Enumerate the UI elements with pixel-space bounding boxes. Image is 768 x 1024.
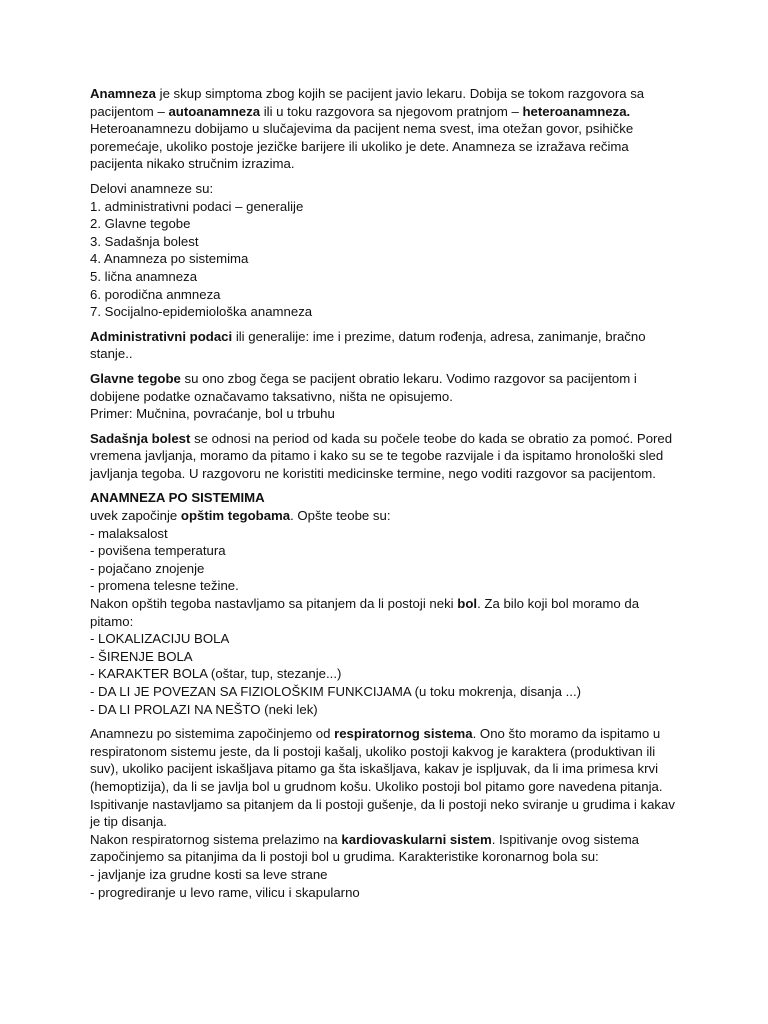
text-span: je skup simptoma zbog kojih se pacijent javio lekaru. Dobija se tokom razgovora sa [155, 86, 645, 101]
text-line: suv), ukoliko pacijent iskašljava pitamo ga šta iskašljava, kakav je ispljuvak, da li ima primesa krvi [90, 761, 659, 777]
term-kardiovaskularni-sistem: kardiovaskularni sistem [341, 831, 492, 847]
text-line: Heteroanamnezu dobijamo u slučajevima da pacijent nema svest, ima otežan govor, psihičke [90, 121, 634, 137]
list-item: - LOKALIZACIJU BOLA [90, 631, 230, 647]
document-page [90, 85, 690, 908]
text-line: Primer: Mučnina, povraćanje, bol u trbuhu [90, 406, 335, 422]
text-span: uvek započinje [90, 508, 181, 524]
list-item: - ŠIRENJE BOLA [90, 648, 193, 664]
paragraph-anamneza [90, 85, 690, 173]
text-line: (hemoptizija), da li se javlja bol u grudnom košu. Ukoliko postoji bol pitamo gore navedena pitanja. [90, 778, 663, 794]
text-line [90, 430, 690, 448]
list-item: - promena telesne težine. [90, 578, 239, 594]
text-line: je tip disanja. [90, 814, 167, 830]
term-opstim-tegobama: opštim tegobama [180, 508, 291, 524]
text-span: . Za bilo koji bol moramo da [477, 596, 640, 612]
text-line [90, 507, 690, 525]
list-item [90, 683, 690, 701]
text-line: respiratonom sistemu jeste, da li postoji kašalj, ukoliko postoji kakvog je karaktera (produktivan ili [90, 743, 656, 759]
list-item: 5. lična anamneza [90, 268, 198, 284]
text-span: (neki lek) [260, 701, 318, 717]
text-line: vremena javljanja, moramo da pitamo i kako su se te tegobe razvijale i da ispitamo hronološki sled [90, 448, 664, 464]
text-span: ili u toku razgovora sa njegovom pratnjom – [260, 103, 523, 119]
paragraph-delovi-anamneze [90, 180, 690, 321]
text-span: Nakon opštih tegoba nastavljamo sa pitanjem da li postoji neki [90, 596, 458, 612]
paragraph-administrativni-podaci [90, 328, 690, 363]
list-item: - KARAKTER BOLA (oštar, tup, stezanje...) [90, 666, 342, 682]
text-line: dobijene podatke označavamo taksativno, ništa ne opisujemo. [90, 388, 453, 404]
list-item: - javljanje iza grudne kosti sa leve strane [90, 866, 328, 882]
text-line [90, 595, 690, 613]
list-item: 7. Socijalno-epidemiološka anamneza [90, 304, 313, 320]
list-item: 1. administrativni podaci – generalije [90, 198, 304, 214]
text-span: - DA LI JE POVEZAN SA FIZIOLOŠKIM FUNKCIJAMA [90, 684, 411, 699]
text-span: . Opšte teobe su: [290, 508, 391, 524]
text-span: . Ispitivanje ovog sistema [491, 831, 640, 847]
text-line [90, 370, 690, 388]
text-span: su ono zbog čega se pacijent obratio lekaru. Vodimo razgovor sa pacijentom i [180, 370, 637, 386]
text-span: Nakon respiratornog sistema prelazimo na [90, 831, 342, 847]
text-line: Ispitivanje nastavljamo sa pitanjem da li postoji gušenje, da li postoji neko sviranje u grudima i kakav [90, 796, 675, 812]
text-line [90, 328, 690, 346]
text-line: stanje.. [90, 346, 133, 362]
text-line: započinjemo sa pitanjima da li postoji bol u grudima. Karakteristike koronarnog bola su: [90, 849, 599, 865]
list-title: Delovi anamneze su: [90, 180, 214, 196]
list-item: 6. porodična anmneza [90, 286, 221, 302]
section-anamneza-po-sistemima [90, 489, 690, 718]
term-sadasnja-bolest: Sadašnja bolest [90, 430, 191, 446]
term-autoanamneza: autoanamneza [168, 103, 261, 119]
text-line [90, 103, 690, 121]
term-respiratornog-sistema: respiratornog sistema [334, 726, 473, 742]
term-heteroanamneza: heteroanamneza. [522, 103, 631, 119]
text-span: Anamnezu po sistemima započinjemo od [90, 726, 335, 742]
text-line [90, 725, 690, 743]
text-line: pacijenta nikako stručnim izrazima. [90, 156, 295, 172]
text-span: ili generalije: ime i prezime, datum rođenja, adresa, zanimanje, bračno [232, 328, 646, 344]
text-span: pacijentom – [90, 103, 169, 119]
section-heading: ANAMNEZA PO SISTEMIMA [90, 490, 265, 506]
list-item: - progrediranje u levo rame, vilicu i skapularno [90, 884, 360, 900]
term-glavne-tegobe: Glavne tegobe [90, 370, 181, 386]
text-span: - DA LI PROLAZI NA NEŠTO [90, 701, 261, 717]
list-item: - povišena temperatura [90, 543, 226, 559]
text-span: . Ono što moramo da ispitamo u [472, 726, 661, 742]
text-line [90, 831, 690, 849]
text-span: se odnosi na period od kada su počele teobe do kada se obratio za pomoć. Pored [190, 430, 673, 446]
list-item: - malaksalost [90, 525, 168, 541]
text-line: javljanja tegoba. U razgovoru ne koristiti medicinske termine, nego voditi razgovor sa pacijentom. [90, 465, 656, 481]
list-item: 4. Anamneza po sistemima [90, 251, 249, 267]
list-item: 2. Glavne tegobe [90, 216, 191, 232]
paragraph-sistemi [90, 725, 690, 901]
list-item [90, 701, 690, 719]
term-administrativni-podaci: Administrativni podaci [90, 328, 233, 344]
text-line: poremećaje, ukoliko postoje jezičke barijere ili ukoliko je dete. Anamneza se izražava rečima [90, 138, 629, 154]
text-span: (u toku mokrenja, disanja ...) [410, 684, 582, 699]
text-line: pitamo: [90, 613, 134, 629]
paragraph-glavne-tegobe [90, 370, 690, 423]
term-anamneza: Anamneza [90, 86, 156, 101]
text-line [90, 85, 690, 103]
term-bol: bol [457, 596, 478, 612]
paragraph-sadasnja-bolest [90, 430, 690, 483]
list-item: - pojačano znojenje [90, 560, 205, 576]
list-item: 3. Sadašnja bolest [90, 233, 199, 249]
